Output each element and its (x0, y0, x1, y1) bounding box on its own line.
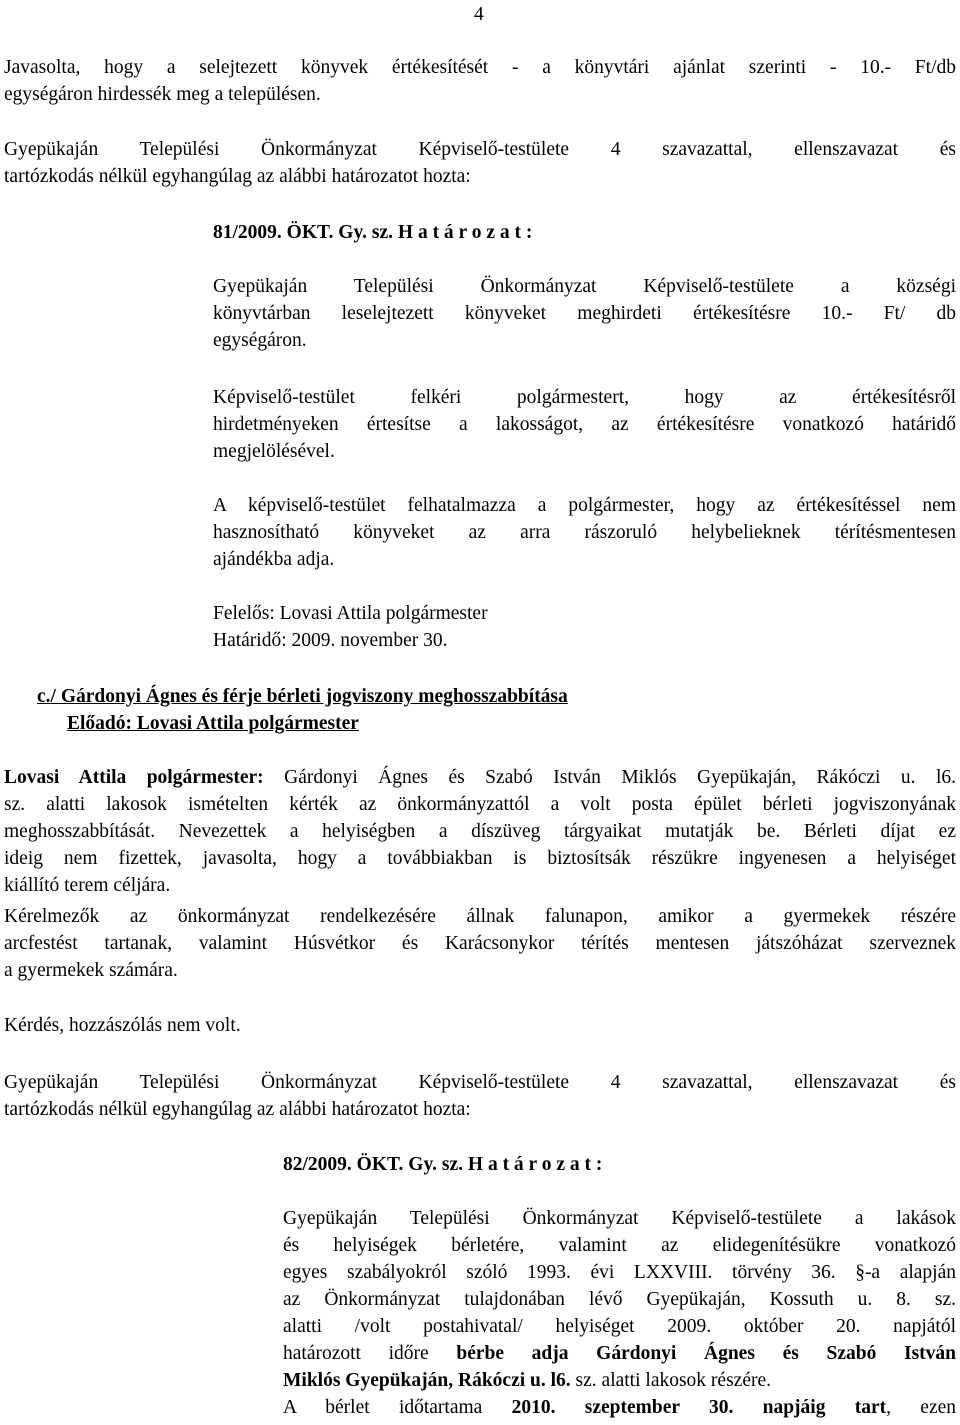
deadline-line: Határidő: 2009. november 30. (213, 630, 448, 651)
text-line: könyvtárban leselejtezett könyveket meghirdeti értékesítésre 10.- Ft/ db (213, 303, 956, 324)
text-line: ideig nem fizettek, javasolta, hogy a továbbiakban is biztosítsák részükre ingyenesen a helyiséget (4, 848, 956, 869)
text-line: kiállító terem céljára. (4, 875, 171, 896)
text-run-bold: 2010. szeptember 30. napjáig tart (511, 1397, 887, 1418)
text-line: egyes szabályokról szóló 1993. évi LXXVIII. törvény 36. §-a alapján (283, 1262, 956, 1283)
text-line: Gyepükaján Települési Önkormányzat Képviselő-testülete a lakások (283, 1208, 956, 1229)
text-run: A bérlet időtartama (283, 1397, 512, 1418)
text-line: ajándékba adja. (213, 549, 335, 570)
text-run: sz. alatti lakosok részére. (570, 1370, 772, 1391)
intro-paragraph (4, 54, 956, 108)
speaker-name: Lovasi Attila polgármester: (4, 767, 264, 788)
resolution-81-paragraph-a (213, 273, 956, 354)
text-line: Kérdés, hozzászólás nem volt. (4, 1015, 241, 1036)
text-line (4, 764, 956, 791)
text-run: , ezen (886, 1397, 957, 1418)
text-line: Gyepükaján Települési Önkormányzat Képviselő-testülete a községi (213, 276, 956, 297)
text-line: az Önkormányzat tulajdonában lévő Gyepükaján, Kossuth u. 8. sz. (283, 1289, 956, 1310)
text-line (283, 1367, 956, 1394)
text-run-bold: bérbe adja Gárdonyi Ágnes és Szabó István (456, 1343, 957, 1364)
vote-paragraph-2 (4, 1069, 956, 1123)
resolution-82-title: 82/2009. ÖKT. Gy. sz. H a t á r o z a t : (283, 1154, 603, 1175)
text-line: tartózkodás nélkül egyhangúlag az alábbi határozatot hozta: (4, 166, 471, 187)
text-line: meghosszabbítását. Nevezettek a helyiségben a díszüveg tárgyaikat mutatják be. Bérleti díjat ez (4, 821, 956, 842)
text-line: Kérelmezők az önkormányzat rendelkezésére állnak falunapon, amikor a gyermekek részére (4, 906, 956, 927)
text-line: sz. alatti lakosok ismételten kérték az önkormányzattól a volt posta épület bérleti jogviszonyának (4, 794, 956, 815)
text-line: megjelölésével. (213, 441, 335, 462)
section-heading: c./ Gárdonyi Ágnes és férje bérleti jogviszony meghosszabbítása (37, 686, 568, 707)
text-run: határozott időre (283, 1343, 457, 1364)
text-line: Gyepükaján Települési Önkormányzat Képviselő-testülete 4 szavazattal, ellenszavazat és (4, 1072, 956, 1093)
text-line: és helyiségek bérletére, valamint az elidegenítésükre vonatkozó (283, 1235, 956, 1256)
text-line: arcfestést tartanak, valamint Húsvétkor és Karácsonykor térítés mentesen játszóházat szerveznek (4, 933, 956, 954)
resolution-81-paragraph-c (213, 492, 956, 573)
presenter-line: Előadó: Lovasi Attila polgármester (67, 713, 359, 734)
text-line: Képviselő-testület felkéri polgármestert, hogy az értékesítésről (213, 387, 956, 408)
text-line: a gyermekek számára. (4, 960, 178, 981)
text-line: hirdetményeken értesítse a lakosságot, az értékesítésre vonatkozó határidő (213, 414, 956, 435)
text-run-bold: Miklós Gyepükaján, Rákóczi u. l6. (283, 1370, 571, 1391)
text-line: alatti /volt postahivatal/ helyiséget 2009. október 20. napjától (283, 1316, 956, 1337)
vote-paragraph (4, 136, 956, 190)
text-line (283, 1394, 956, 1421)
section-c-header (37, 683, 937, 737)
resolution-82-paragraph (283, 1205, 956, 1421)
text-line (283, 1340, 956, 1367)
applicants-paragraph (4, 903, 956, 984)
text-line: A képviselő-testület felhatalmazza a polgármester, hogy az értékesítéssel nem (213, 495, 956, 516)
page-number: 4 (474, 4, 484, 25)
text-line: Gyepükaján Települési Önkormányzat Képviselő-testülete 4 szavazattal, ellenszavazat és (4, 139, 956, 160)
resolution-81-title: 81/2009. ÖKT. Gy. sz. H a t á r o z a t : (213, 222, 533, 243)
text-line: Javasolta, hogy a selejtezett könyvek értékesítését - a könyvtári ajánlat szerinti - 10.- Ft/db (4, 57, 956, 78)
responsible-line: Felelős: Lovasi Attila polgármester (213, 603, 488, 624)
text-line: hasznosítható könyveket az arra rászoruló helybelieknek térítésmentesen (213, 522, 956, 543)
resolution-81-paragraph-b (213, 384, 956, 465)
speaker-paragraph (4, 764, 956, 899)
speaker-text: Gárdonyi Ágnes és Szabó István Miklós Gyepükaján, Rákóczi u. l6. (263, 767, 956, 788)
text-line: egységáron. (213, 330, 307, 351)
resolution-81-meta (213, 600, 956, 654)
text-line: tartózkodás nélkül egyhangúlag az alábbi határozatot hozta: (4, 1099, 471, 1120)
questions-paragraph (4, 1012, 956, 1039)
text-line: egységáron hirdessék meg a településen. (4, 84, 321, 105)
